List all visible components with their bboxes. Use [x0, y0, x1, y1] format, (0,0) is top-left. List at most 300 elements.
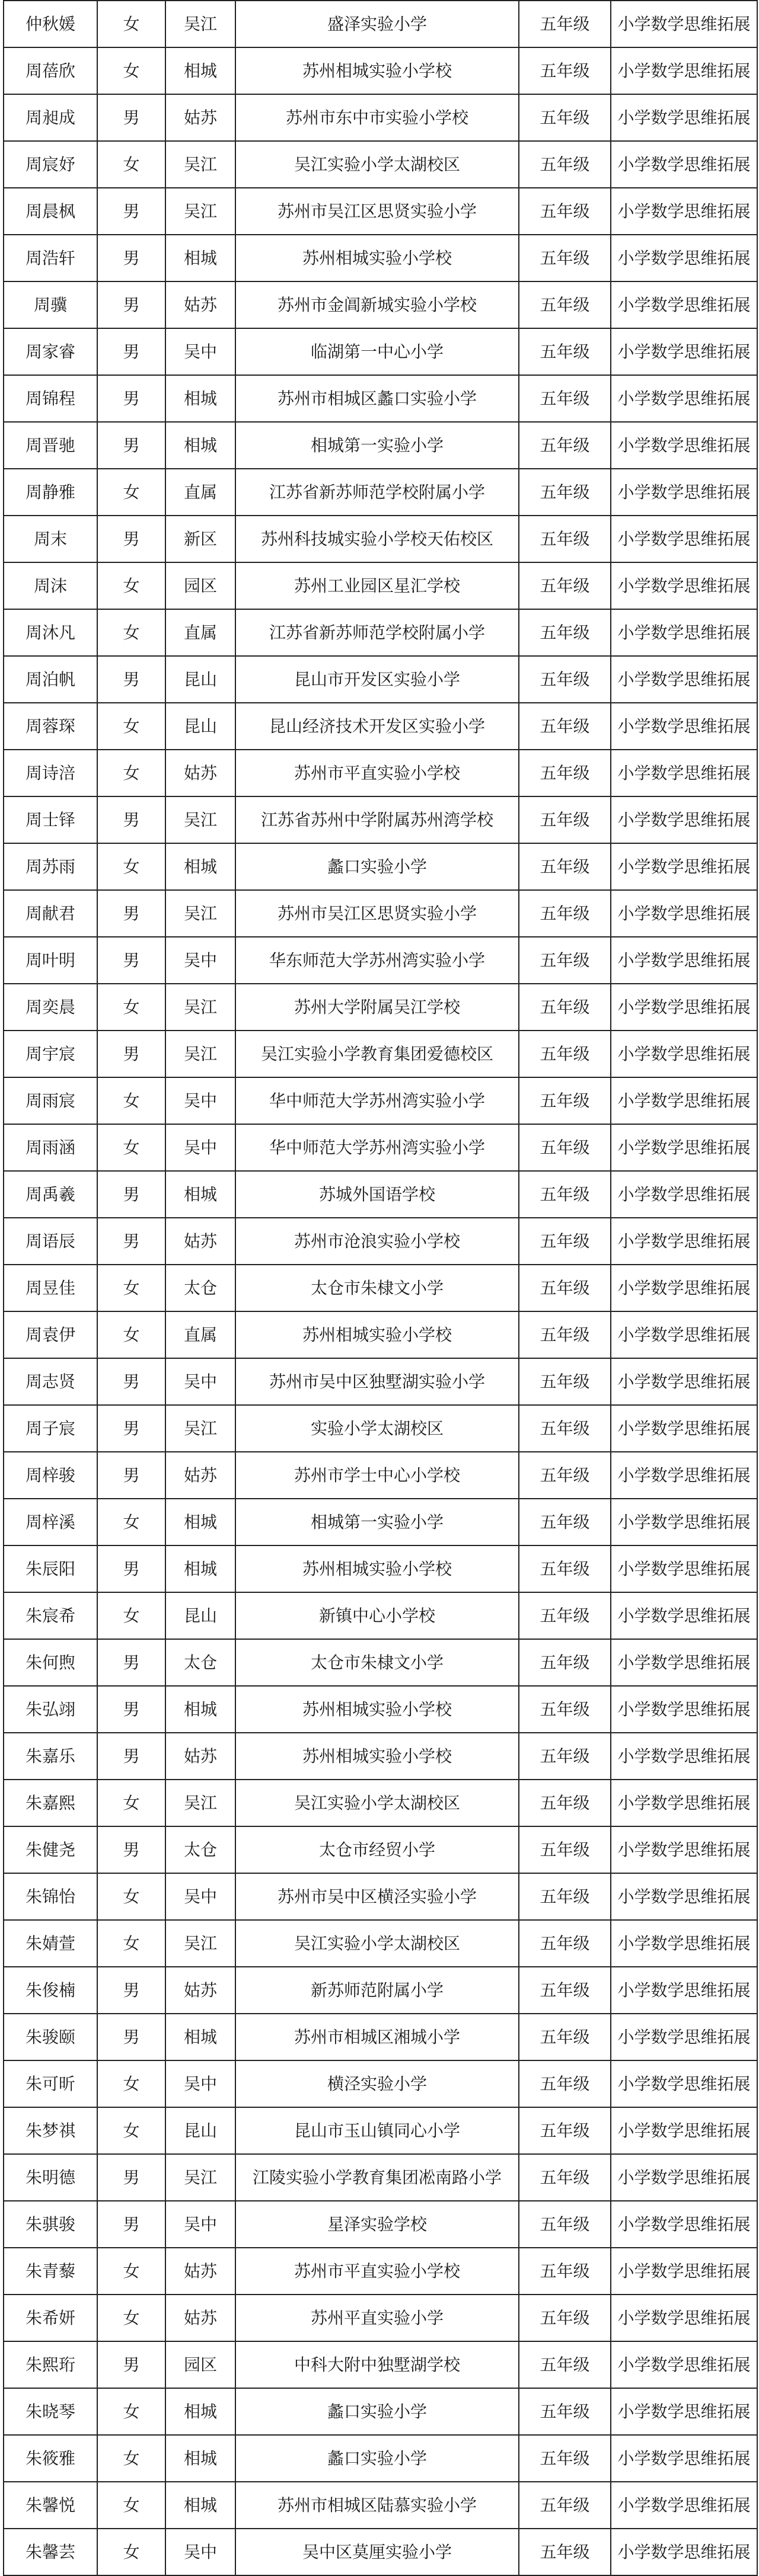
- table-row: [4, 1124, 757, 1171]
- table-row: [4, 375, 757, 422]
- grade-cell: 五年级: [519, 2295, 611, 2341]
- school-cell: 相城第一实验小学: [235, 1499, 519, 1545]
- table-row: [4, 843, 757, 890]
- table-row: [4, 750, 757, 796]
- course-cell: 小学数学思维拓展: [611, 2388, 757, 2435]
- grade-cell: 五年级: [519, 141, 611, 188]
- grade-cell: 五年级: [519, 1967, 611, 2014]
- course-cell: 小学数学思维拓展: [611, 422, 757, 469]
- school-cell: 苏州相城实验小学校: [235, 1545, 519, 1592]
- district-cell: 相城: [165, 2435, 235, 2482]
- school-cell: 新苏师范附属小学: [235, 1967, 519, 2014]
- district-cell: 相城: [165, 2014, 235, 2060]
- district-cell: 昆山: [165, 656, 235, 703]
- school-cell: 苏州大学附属吴江学校: [235, 984, 519, 1031]
- grade-cell: 五年级: [519, 1124, 611, 1171]
- table-row: [4, 141, 757, 188]
- course-cell: 小学数学思维拓展: [611, 1545, 757, 1592]
- gender-cell: 男: [97, 2201, 165, 2248]
- student-name-cell: 周雨宸: [4, 1077, 97, 1124]
- grade-cell: 五年级: [519, 516, 611, 562]
- district-cell: 姑苏: [165, 1218, 235, 1265]
- gender-cell: 女: [97, 984, 165, 1031]
- grade-cell: 五年级: [519, 937, 611, 984]
- district-cell: 太仓: [165, 1826, 235, 1873]
- table-row: [4, 94, 757, 141]
- student-name-cell: 周晨枫: [4, 188, 97, 235]
- table-row: [4, 2014, 757, 2060]
- gender-cell: 男: [97, 1452, 165, 1499]
- table-row: [4, 2201, 757, 2248]
- gender-cell: 男: [97, 890, 165, 937]
- gender-cell: 女: [97, 1265, 165, 1311]
- grade-cell: 五年级: [519, 656, 611, 703]
- gender-cell: 女: [97, 1873, 165, 1920]
- grade-cell: 五年级: [519, 375, 611, 422]
- table-row: [4, 2060, 757, 2107]
- course-cell: 小学数学思维拓展: [611, 1967, 757, 2014]
- gender-cell: 女: [97, 703, 165, 750]
- table-row: [4, 656, 757, 703]
- district-cell: 园区: [165, 562, 235, 609]
- course-cell: 小学数学思维拓展: [611, 1686, 757, 1733]
- table-row: [4, 2388, 757, 2435]
- gender-cell: 女: [97, 1124, 165, 1171]
- gender-cell: 男: [97, 2341, 165, 2388]
- table-row: [4, 1358, 757, 1405]
- grade-cell: 五年级: [519, 1171, 611, 1218]
- gender-cell: 男: [97, 1545, 165, 1592]
- table-row: [4, 422, 757, 469]
- table-row: [4, 984, 757, 1031]
- district-cell: 昆山: [165, 2107, 235, 2154]
- school-cell: 苏州市吴中区横泾实验小学: [235, 1873, 519, 1920]
- gender-cell: 男: [97, 1358, 165, 1405]
- district-cell: 吴中: [165, 2529, 235, 2575]
- grade-cell: 五年级: [519, 984, 611, 1031]
- school-cell: 苏州市相城区陆慕实验小学: [235, 2482, 519, 2529]
- school-cell: 苏州市相城区蠡口实验小学: [235, 375, 519, 422]
- gender-cell: 男: [97, 328, 165, 375]
- gender-cell: 男: [97, 1171, 165, 1218]
- course-cell: 小学数学思维拓展: [611, 1826, 757, 1873]
- grade-cell: 五年级: [519, 562, 611, 609]
- student-name-cell: 朱可昕: [4, 2060, 97, 2107]
- grade-cell: 五年级: [519, 422, 611, 469]
- school-cell: 中科大附中独墅湖学校: [235, 2341, 519, 2388]
- course-cell: 小学数学思维拓展: [611, 1499, 757, 1545]
- student-name-cell: 朱晓琴: [4, 2388, 97, 2435]
- student-name-cell: 周诗涪: [4, 750, 97, 796]
- gender-cell: 女: [97, 843, 165, 890]
- district-cell: 太仓: [165, 1639, 235, 1686]
- course-cell: 小学数学思维拓展: [611, 2107, 757, 2154]
- grade-cell: 五年级: [519, 609, 611, 656]
- table-row: [4, 2295, 757, 2341]
- district-cell: 相城: [165, 422, 235, 469]
- course-cell: 小学数学思维拓展: [611, 2014, 757, 2060]
- district-cell: 相城: [165, 1171, 235, 1218]
- table-row: [4, 937, 757, 984]
- grade-cell: 五年级: [519, 1218, 611, 1265]
- gender-cell: 女: [97, 609, 165, 656]
- student-name-cell: 朱筱雅: [4, 2435, 97, 2482]
- gender-cell: 男: [97, 235, 165, 281]
- student-name-cell: 周蓉琛: [4, 703, 97, 750]
- school-cell: 吴江实验小学太湖校区: [235, 141, 519, 188]
- student-roster-table: [3, 0, 758, 2576]
- school-cell: 苏州市东中市实验小学校: [235, 94, 519, 141]
- gender-cell: 女: [97, 1499, 165, 1545]
- course-cell: 小学数学思维拓展: [611, 1218, 757, 1265]
- district-cell: 吴中: [165, 1873, 235, 1920]
- school-cell: 昆山市玉山镇同心小学: [235, 2107, 519, 2154]
- course-cell: 小学数学思维拓展: [611, 188, 757, 235]
- grade-cell: 五年级: [519, 2388, 611, 2435]
- district-cell: 吴中: [165, 937, 235, 984]
- grade-cell: 五年级: [519, 328, 611, 375]
- course-cell: 小学数学思维拓展: [611, 2154, 757, 2201]
- course-cell: 小学数学思维拓展: [611, 328, 757, 375]
- school-cell: 蠡口实验小学: [235, 2388, 519, 2435]
- grade-cell: 五年级: [519, 2060, 611, 2107]
- school-cell: 昆山市开发区实验小学: [235, 656, 519, 703]
- gender-cell: 女: [97, 1077, 165, 1124]
- grade-cell: 五年级: [519, 1686, 611, 1733]
- school-cell: 苏州市金阊新城实验小学校: [235, 281, 519, 328]
- course-cell: 小学数学思维拓展: [611, 750, 757, 796]
- course-cell: 小学数学思维拓展: [611, 656, 757, 703]
- school-cell: 吴江实验小学太湖校区: [235, 1780, 519, 1826]
- district-cell: 直属: [165, 1311, 235, 1358]
- table-row: [4, 1545, 757, 1592]
- student-name-cell: 朱弘翊: [4, 1686, 97, 1733]
- course-cell: 小学数学思维拓展: [611, 843, 757, 890]
- student-name-cell: 朱宸希: [4, 1592, 97, 1639]
- school-cell: 吴江实验小学教育集团爱德校区: [235, 1031, 519, 1077]
- district-cell: 相城: [165, 2482, 235, 2529]
- table-row: [4, 1826, 757, 1873]
- school-cell: 苏州市吴江区思贤实验小学: [235, 188, 519, 235]
- student-name-cell: 周袁伊: [4, 1311, 97, 1358]
- course-cell: 小学数学思维拓展: [611, 1405, 757, 1452]
- district-cell: 姑苏: [165, 1452, 235, 1499]
- district-cell: 吴江: [165, 1405, 235, 1452]
- grade-cell: 五年级: [519, 2529, 611, 2575]
- course-cell: 小学数学思维拓展: [611, 1873, 757, 1920]
- district-cell: 直属: [165, 609, 235, 656]
- gender-cell: 男: [97, 656, 165, 703]
- district-cell: 新区: [165, 516, 235, 562]
- grade-cell: 五年级: [519, 1733, 611, 1780]
- district-cell: 吴江: [165, 141, 235, 188]
- student-name-cell: 朱骐骏: [4, 2201, 97, 2248]
- grade-cell: 五年级: [519, 1545, 611, 1592]
- course-cell: 小学数学思维拓展: [611, 1639, 757, 1686]
- course-cell: 小学数学思维拓展: [611, 2295, 757, 2341]
- gender-cell: 女: [97, 2248, 165, 2295]
- gender-cell: 男: [97, 516, 165, 562]
- course-cell: 小学数学思维拓展: [611, 235, 757, 281]
- gender-cell: 女: [97, 47, 165, 94]
- school-cell: 苏州市平直实验小学校: [235, 750, 519, 796]
- district-cell: 相城: [165, 2388, 235, 2435]
- school-cell: 实验小学太湖校区: [235, 1405, 519, 1452]
- course-cell: 小学数学思维拓展: [611, 1780, 757, 1826]
- school-cell: 昆山经济技术开发区实验小学: [235, 703, 519, 750]
- grade-cell: 五年级: [519, 281, 611, 328]
- course-cell: 小学数学思维拓展: [611, 1311, 757, 1358]
- grade-cell: 五年级: [519, 2435, 611, 2482]
- district-cell: 相城: [165, 1499, 235, 1545]
- table-row: [4, 1031, 757, 1077]
- student-name-cell: 朱青藜: [4, 2248, 97, 2295]
- student-name-cell: 周宇宸: [4, 1031, 97, 1077]
- table-row: [4, 469, 757, 516]
- table-row: [4, 1, 757, 47]
- student-name-cell: 周晋驰: [4, 422, 97, 469]
- course-cell: 小学数学思维拓展: [611, 984, 757, 1031]
- table-row: [4, 516, 757, 562]
- gender-cell: 男: [97, 796, 165, 843]
- table-row: [4, 2435, 757, 2482]
- school-cell: 相城第一实验小学: [235, 422, 519, 469]
- student-name-cell: 周静雅: [4, 469, 97, 516]
- student-name-cell: 周梓溪: [4, 1499, 97, 1545]
- school-cell: 苏州相城实验小学校: [235, 235, 519, 281]
- district-cell: 姑苏: [165, 94, 235, 141]
- student-name-cell: 朱何煦: [4, 1639, 97, 1686]
- district-cell: 姑苏: [165, 1733, 235, 1780]
- district-cell: 吴江: [165, 890, 235, 937]
- grade-cell: 五年级: [519, 1780, 611, 1826]
- district-cell: 相城: [165, 1686, 235, 1733]
- table-row: [4, 609, 757, 656]
- student-name-cell: 周士铎: [4, 796, 97, 843]
- student-name-cell: 朱希妍: [4, 2295, 97, 2341]
- table-row: [4, 2248, 757, 2295]
- district-cell: 吴江: [165, 984, 235, 1031]
- table-row: [4, 890, 757, 937]
- grade-cell: 五年级: [519, 47, 611, 94]
- gender-cell: 男: [97, 2014, 165, 2060]
- table-row: [4, 1967, 757, 2014]
- table-row: [4, 2154, 757, 2201]
- grade-cell: 五年级: [519, 1592, 611, 1639]
- student-name-cell: 朱骏颐: [4, 2014, 97, 2060]
- district-cell: 昆山: [165, 703, 235, 750]
- course-cell: 小学数学思维拓展: [611, 609, 757, 656]
- course-cell: 小学数学思维拓展: [611, 1358, 757, 1405]
- gender-cell: 女: [97, 2435, 165, 2482]
- district-cell: 相城: [165, 375, 235, 422]
- gender-cell: 女: [97, 2107, 165, 2154]
- gender-cell: 男: [97, 937, 165, 984]
- grade-cell: 五年级: [519, 1873, 611, 1920]
- table-row: [4, 1499, 757, 1545]
- school-cell: 苏州市吴中区独墅湖实验小学: [235, 1358, 519, 1405]
- gender-cell: 男: [97, 188, 165, 235]
- table-row: [4, 1920, 757, 1967]
- gender-cell: 女: [97, 750, 165, 796]
- grade-cell: 五年级: [519, 2154, 611, 2201]
- table-row: [4, 1452, 757, 1499]
- course-cell: 小学数学思维拓展: [611, 1171, 757, 1218]
- school-cell: 盛泽实验小学: [235, 1, 519, 47]
- course-cell: 小学数学思维拓展: [611, 2341, 757, 2388]
- student-name-cell: 周昱佳: [4, 1265, 97, 1311]
- student-name-cell: 周献君: [4, 890, 97, 937]
- grade-cell: 五年级: [519, 2107, 611, 2154]
- school-cell: 苏州科技城实验小学校天佑校区: [235, 516, 519, 562]
- grade-cell: 五年级: [519, 1405, 611, 1452]
- grade-cell: 五年级: [519, 188, 611, 235]
- school-cell: 蠡口实验小学: [235, 843, 519, 890]
- gender-cell: 男: [97, 2154, 165, 2201]
- school-cell: 横泾实验小学: [235, 2060, 519, 2107]
- course-cell: 小学数学思维拓展: [611, 890, 757, 937]
- student-name-cell: 周禹羲: [4, 1171, 97, 1218]
- grade-cell: 五年级: [519, 796, 611, 843]
- table-row: [4, 1873, 757, 1920]
- table-row: [4, 188, 757, 235]
- student-name-cell: 周雨涵: [4, 1124, 97, 1171]
- course-cell: 小学数学思维拓展: [611, 469, 757, 516]
- district-cell: 吴江: [165, 188, 235, 235]
- roster-body: [4, 1, 757, 2575]
- course-cell: 小学数学思维拓展: [611, 1031, 757, 1077]
- grade-cell: 五年级: [519, 890, 611, 937]
- grade-cell: 五年级: [519, 1499, 611, 1545]
- grade-cell: 五年级: [519, 1265, 611, 1311]
- grade-cell: 五年级: [519, 469, 611, 516]
- student-name-cell: 周宸妤: [4, 141, 97, 188]
- school-cell: 太仓市经贸小学: [235, 1826, 519, 1873]
- gender-cell: 男: [97, 1639, 165, 1686]
- school-cell: 华中师范大学苏州湾实验小学: [235, 1124, 519, 1171]
- school-cell: 江苏省苏州中学附属苏州湾学校: [235, 796, 519, 843]
- student-name-cell: 朱馨芸: [4, 2529, 97, 2575]
- school-cell: 江苏省新苏师范学校附属小学: [235, 609, 519, 656]
- course-cell: 小学数学思维拓展: [611, 2435, 757, 2482]
- student-name-cell: 朱熙珩: [4, 2341, 97, 2388]
- gender-cell: 女: [97, 2388, 165, 2435]
- gender-cell: 女: [97, 141, 165, 188]
- student-name-cell: 周骥: [4, 281, 97, 328]
- gender-cell: 男: [97, 1686, 165, 1733]
- district-cell: 姑苏: [165, 750, 235, 796]
- gender-cell: 女: [97, 469, 165, 516]
- table-row: [4, 1780, 757, 1826]
- district-cell: 吴江: [165, 1920, 235, 1967]
- course-cell: 小学数学思维拓展: [611, 1265, 757, 1311]
- student-name-cell: 周家睿: [4, 328, 97, 375]
- gender-cell: 女: [97, 2482, 165, 2529]
- student-name-cell: 朱锦怡: [4, 1873, 97, 1920]
- district-cell: 姑苏: [165, 2295, 235, 2341]
- student-name-cell: 朱嘉熙: [4, 1780, 97, 1826]
- grade-cell: 五年级: [519, 2014, 611, 2060]
- gender-cell: 女: [97, 2060, 165, 2107]
- district-cell: 相城: [165, 843, 235, 890]
- grade-cell: 五年级: [519, 1311, 611, 1358]
- student-name-cell: 朱俊楠: [4, 1967, 97, 2014]
- student-name-cell: 朱梦祺: [4, 2107, 97, 2154]
- district-cell: 吴中: [165, 1077, 235, 1124]
- table-row: [4, 1592, 757, 1639]
- school-cell: 苏州工业园区星汇学校: [235, 562, 519, 609]
- table-row: [4, 2341, 757, 2388]
- course-cell: 小学数学思维拓展: [611, 516, 757, 562]
- grade-cell: 五年级: [519, 1358, 611, 1405]
- table-row: [4, 1405, 757, 1452]
- district-cell: 吴江: [165, 1, 235, 47]
- grade-cell: 五年级: [519, 703, 611, 750]
- student-name-cell: 朱婧萱: [4, 1920, 97, 1967]
- school-cell: 苏州市相城区湘城小学: [235, 2014, 519, 2060]
- district-cell: 吴江: [165, 796, 235, 843]
- student-name-cell: 周苏雨: [4, 843, 97, 890]
- gender-cell: 女: [97, 1592, 165, 1639]
- table-row: [4, 328, 757, 375]
- grade-cell: 五年级: [519, 1826, 611, 1873]
- grade-cell: 五年级: [519, 94, 611, 141]
- gender-cell: 女: [97, 2295, 165, 2341]
- district-cell: 吴中: [165, 328, 235, 375]
- course-cell: 小学数学思维拓展: [611, 2482, 757, 2529]
- course-cell: 小学数学思维拓展: [611, 1733, 757, 1780]
- school-cell: 苏州相城实验小学校: [235, 1311, 519, 1358]
- gender-cell: 男: [97, 1826, 165, 1873]
- student-name-cell: 周叶明: [4, 937, 97, 984]
- course-cell: 小学数学思维拓展: [611, 937, 757, 984]
- gender-cell: 男: [97, 1218, 165, 1265]
- district-cell: 吴中: [165, 2060, 235, 2107]
- table-row: [4, 796, 757, 843]
- school-cell: 苏州相城实验小学校: [235, 47, 519, 94]
- school-cell: 苏州市沧浪实验小学校: [235, 1218, 519, 1265]
- course-cell: 小学数学思维拓展: [611, 2201, 757, 2248]
- table-row: [4, 703, 757, 750]
- student-name-cell: 朱健尧: [4, 1826, 97, 1873]
- gender-cell: 女: [97, 1, 165, 47]
- gender-cell: 男: [97, 422, 165, 469]
- school-cell: 华中师范大学苏州湾实验小学: [235, 1077, 519, 1124]
- gender-cell: 男: [97, 94, 165, 141]
- district-cell: 吴中: [165, 1124, 235, 1171]
- course-cell: 小学数学思维拓展: [611, 141, 757, 188]
- grade-cell: 五年级: [519, 2482, 611, 2529]
- school-cell: 江苏省新苏师范学校附属小学: [235, 469, 519, 516]
- course-cell: 小学数学思维拓展: [611, 1124, 757, 1171]
- school-cell: 江陵实验小学教育集团凇南路小学: [235, 2154, 519, 2201]
- course-cell: 小学数学思维拓展: [611, 375, 757, 422]
- student-name-cell: 仲秋媛: [4, 1, 97, 47]
- district-cell: 相城: [165, 47, 235, 94]
- table-row: [4, 1733, 757, 1780]
- student-name-cell: 周浩轩: [4, 235, 97, 281]
- gender-cell: 男: [97, 1967, 165, 2014]
- district-cell: 吴江: [165, 2154, 235, 2201]
- district-cell: 相城: [165, 235, 235, 281]
- course-cell: 小学数学思维拓展: [611, 47, 757, 94]
- school-cell: 蠡口实验小学: [235, 2435, 519, 2482]
- student-name-cell: 朱辰阳: [4, 1545, 97, 1592]
- grade-cell: 五年级: [519, 1920, 611, 1967]
- student-name-cell: 朱馨悦: [4, 2482, 97, 2529]
- table-row: [4, 1171, 757, 1218]
- district-cell: 吴江: [165, 1031, 235, 1077]
